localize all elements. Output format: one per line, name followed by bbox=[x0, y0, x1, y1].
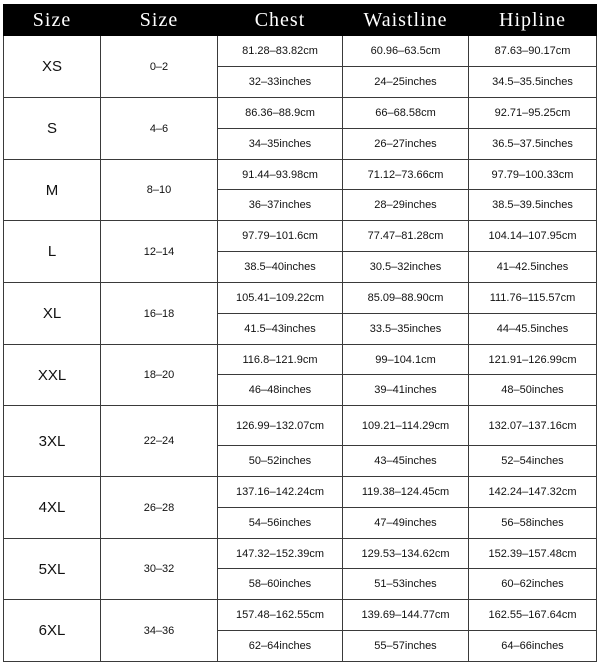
table-row bbox=[4, 36, 597, 67]
header-size-label: Size bbox=[4, 5, 101, 36]
size-range-cell: 34–36 bbox=[101, 600, 218, 662]
chest-inches-cell: 36–37inches bbox=[218, 190, 343, 221]
header-hipline: Hipline bbox=[469, 5, 597, 36]
hip-inches-cell: 44–45.5inches bbox=[469, 314, 597, 345]
waist-inches-cell: 51–53inches bbox=[343, 569, 469, 600]
size-label-cell: 4XL bbox=[4, 477, 101, 539]
table-row bbox=[4, 283, 597, 314]
size-range-cell: 12–14 bbox=[101, 221, 218, 283]
waist-cm-cell: 60.96–63.5cm bbox=[343, 36, 469, 67]
size-label-cell: S bbox=[4, 98, 101, 160]
chest-cm-cell: 105.41–109.22cm bbox=[218, 283, 343, 314]
waist-cm-cell: 129.53–134.62cm bbox=[343, 539, 469, 569]
chest-inches-cell: 38.5–40inches bbox=[218, 252, 343, 283]
hip-cm-cell: 121.91–126.99cm bbox=[469, 345, 597, 375]
size-label-cell: XS bbox=[4, 36, 101, 98]
chest-cm-cell: 116.8–121.9cm bbox=[218, 345, 343, 375]
size-chart-header bbox=[4, 5, 597, 36]
size-range-cell: 0–2 bbox=[101, 36, 218, 98]
waist-inches-cell: 39–41inches bbox=[343, 375, 469, 406]
waist-inches-cell: 33.5–35inches bbox=[343, 314, 469, 345]
waist-cm-cell: 99–104.1cm bbox=[343, 345, 469, 375]
size-label-cell: 3XL bbox=[4, 406, 101, 477]
hip-cm-cell: 132.07–137.16cm bbox=[469, 406, 597, 446]
hip-inches-cell: 38.5–39.5inches bbox=[469, 190, 597, 221]
size-range-cell: 18–20 bbox=[101, 345, 218, 406]
waist-inches-cell: 24–25inches bbox=[343, 67, 469, 98]
waist-cm-cell: 109.21–114.29cm bbox=[343, 406, 469, 446]
chest-cm-cell: 97.79–101.6cm bbox=[218, 221, 343, 252]
hip-inches-cell: 52–54inches bbox=[469, 446, 597, 477]
header-chest: Chest bbox=[218, 5, 343, 36]
size-label-cell: L bbox=[4, 221, 101, 283]
waist-inches-cell: 30.5–32inches bbox=[343, 252, 469, 283]
size-range-cell: 16–18 bbox=[101, 283, 218, 345]
chest-inches-cell: 46–48inches bbox=[218, 375, 343, 406]
table-row bbox=[4, 600, 597, 631]
hip-inches-cell: 60–62inches bbox=[469, 569, 597, 600]
chest-cm-cell: 157.48–162.55cm bbox=[218, 600, 343, 631]
hip-cm-cell: 162.55–167.64cm bbox=[469, 600, 597, 631]
chest-inches-cell: 34–35inches bbox=[218, 129, 343, 160]
chest-cm-cell: 137.16–142.24cm bbox=[218, 477, 343, 508]
hip-inches-cell: 41–42.5inches bbox=[469, 252, 597, 283]
header-row bbox=[4, 5, 597, 36]
table-row bbox=[4, 345, 597, 375]
waist-inches-cell: 43–45inches bbox=[343, 446, 469, 477]
chest-inches-cell: 62–64inches bbox=[218, 631, 343, 662]
chest-inches-cell: 54–56inches bbox=[218, 508, 343, 539]
size-label-cell: M bbox=[4, 160, 101, 221]
hip-inches-cell: 34.5–35.5inches bbox=[469, 67, 597, 98]
chest-cm-cell: 86.36–88.9cm bbox=[218, 98, 343, 129]
waist-inches-cell: 28–29inches bbox=[343, 190, 469, 221]
table-row bbox=[4, 539, 597, 569]
hip-cm-cell: 104.14–107.95cm bbox=[469, 221, 597, 252]
chest-cm-cell: 81.28–83.82cm bbox=[218, 36, 343, 67]
chest-cm-cell: 147.32–152.39cm bbox=[218, 539, 343, 569]
waist-inches-cell: 26–27inches bbox=[343, 129, 469, 160]
chest-inches-cell: 50–52inches bbox=[218, 446, 343, 477]
header-size-range: Size bbox=[101, 5, 218, 36]
size-range-cell: 8–10 bbox=[101, 160, 218, 221]
hip-cm-cell: 97.79–100.33cm bbox=[469, 160, 597, 190]
hip-inches-cell: 36.5–37.5inches bbox=[469, 129, 597, 160]
hip-inches-cell: 64–66inches bbox=[469, 631, 597, 662]
table-row bbox=[4, 406, 597, 446]
hip-cm-cell: 92.71–95.25cm bbox=[469, 98, 597, 129]
size-label-cell: 5XL bbox=[4, 539, 101, 600]
header-waistline: Waistline bbox=[343, 5, 469, 36]
size-range-cell: 22–24 bbox=[101, 406, 218, 477]
table-row bbox=[4, 98, 597, 129]
hip-cm-cell: 111.76–115.57cm bbox=[469, 283, 597, 314]
chest-inches-cell: 41.5–43inches bbox=[218, 314, 343, 345]
size-range-cell: 30–32 bbox=[101, 539, 218, 600]
waist-cm-cell: 85.09–88.90cm bbox=[343, 283, 469, 314]
size-label-cell: XXL bbox=[4, 345, 101, 406]
table-row bbox=[4, 160, 597, 190]
size-range-cell: 26–28 bbox=[101, 477, 218, 539]
size-range-cell: 4–6 bbox=[101, 98, 218, 160]
hip-cm-cell: 152.39–157.48cm bbox=[469, 539, 597, 569]
waist-cm-cell: 71.12–73.66cm bbox=[343, 160, 469, 190]
table-row bbox=[4, 477, 597, 508]
chest-inches-cell: 58–60inches bbox=[218, 569, 343, 600]
hip-inches-cell: 56–58inches bbox=[469, 508, 597, 539]
hip-cm-cell: 87.63–90.17cm bbox=[469, 36, 597, 67]
waist-inches-cell: 47–49inches bbox=[343, 508, 469, 539]
size-label-cell: XL bbox=[4, 283, 101, 345]
size-chart-body bbox=[4, 36, 597, 662]
hip-cm-cell: 142.24–147.32cm bbox=[469, 477, 597, 508]
chest-inches-cell: 32–33inches bbox=[218, 67, 343, 98]
chest-cm-cell: 126.99–132.07cm bbox=[218, 406, 343, 446]
hip-inches-cell: 48–50inches bbox=[469, 375, 597, 406]
table-row bbox=[4, 221, 597, 252]
waist-cm-cell: 77.47–81.28cm bbox=[343, 221, 469, 252]
waist-cm-cell: 66–68.58cm bbox=[343, 98, 469, 129]
size-label-cell: 6XL bbox=[4, 600, 101, 662]
waist-cm-cell: 139.69–144.77cm bbox=[343, 600, 469, 631]
waist-cm-cell: 119.38–124.45cm bbox=[343, 477, 469, 508]
size-chart-table bbox=[3, 4, 597, 662]
waist-inches-cell: 55–57inches bbox=[343, 631, 469, 662]
chest-cm-cell: 91.44–93.98cm bbox=[218, 160, 343, 190]
